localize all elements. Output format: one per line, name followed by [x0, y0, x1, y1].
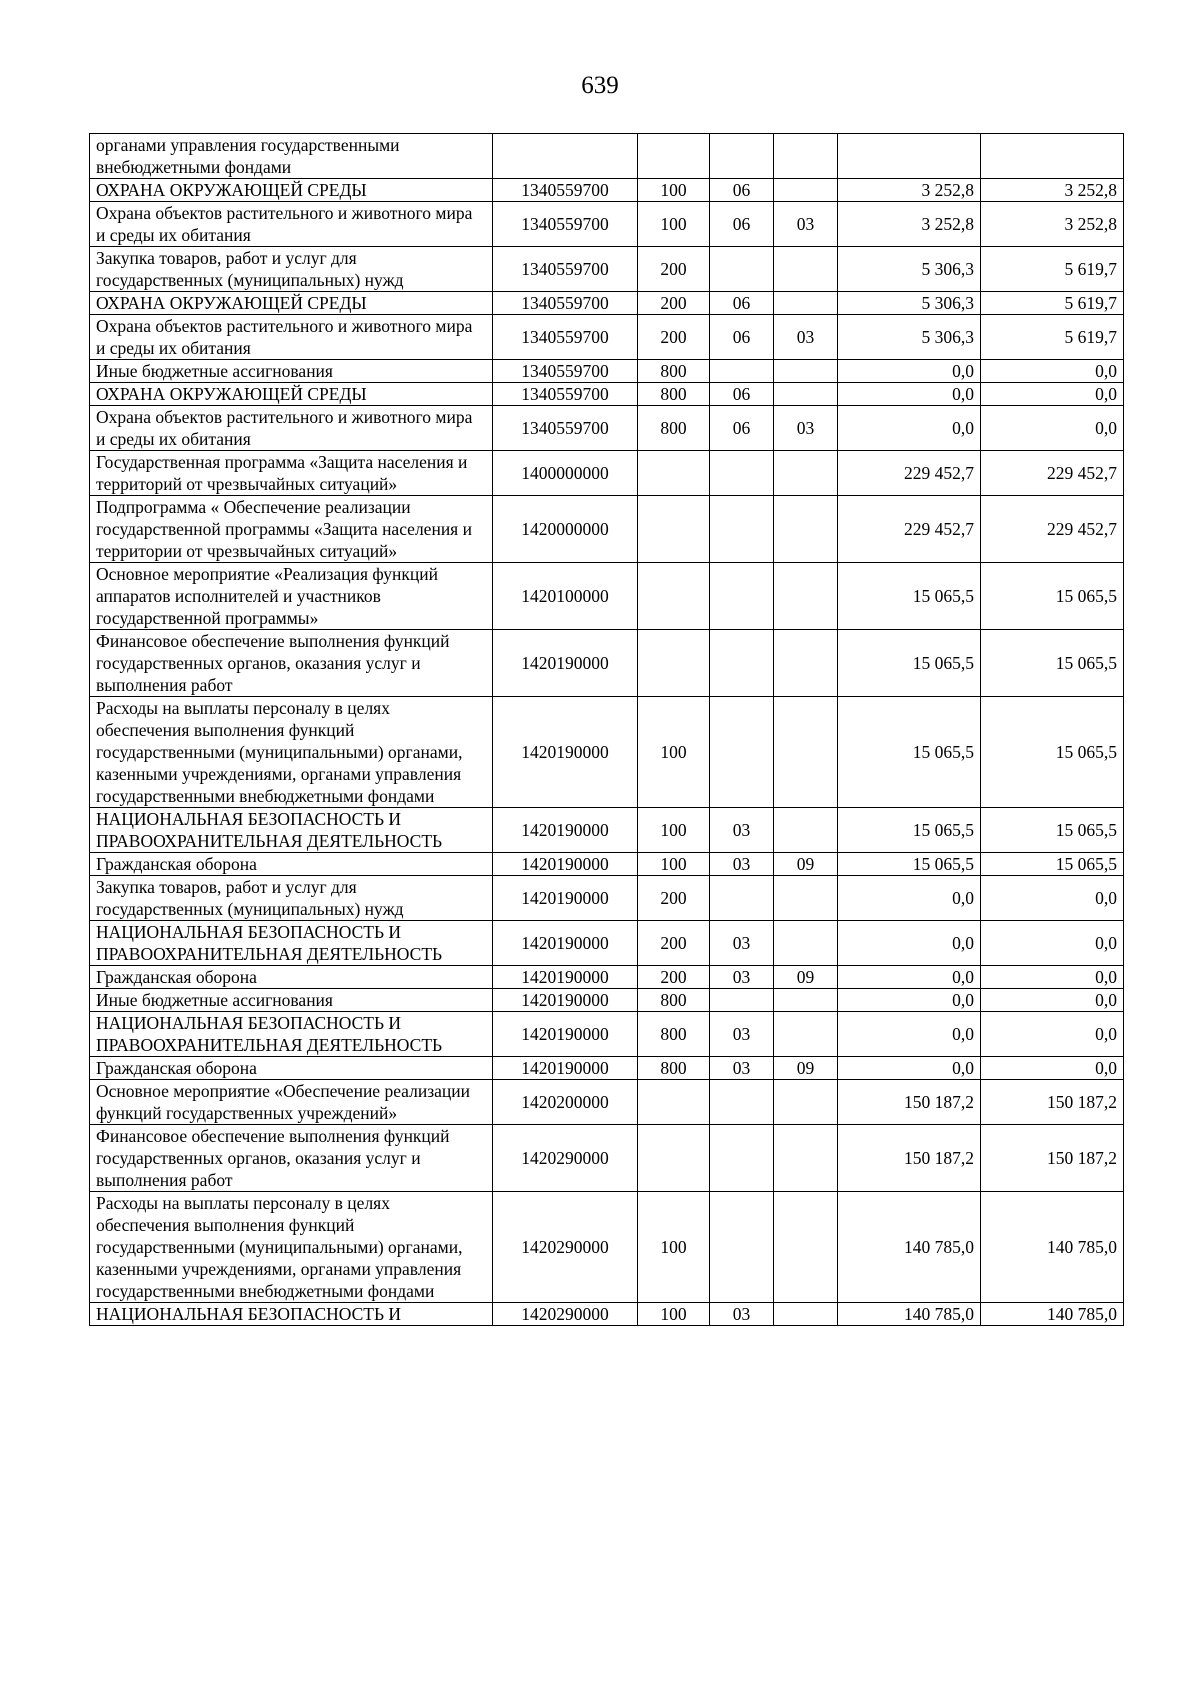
- table-row: [90, 496, 1124, 563]
- table-row: [90, 360, 1124, 383]
- row-subsection: [774, 496, 838, 563]
- row-section: 06: [710, 315, 774, 360]
- row-name: Основное мероприятие «Реализация функций аппаратов исполнителей и участников государственной программы»: [90, 563, 493, 630]
- row-section: 03: [710, 1057, 774, 1080]
- row-code: 1420190000: [493, 1012, 638, 1057]
- row-value-1: 140 785,0: [838, 1192, 981, 1303]
- row-code: 1420200000: [493, 1080, 638, 1125]
- row-name: Финансовое обеспечение выполнения функций государственных органов, оказания услуг и выполнения работ: [90, 1125, 493, 1192]
- row-code: 1420100000: [493, 563, 638, 630]
- row-subsection: 09: [774, 853, 838, 876]
- row-value-2: 140 785,0: [981, 1192, 1124, 1303]
- row-subsection: [774, 808, 838, 853]
- row-value-2: 150 187,2: [981, 1125, 1124, 1192]
- row-subsection: [774, 292, 838, 315]
- row-subsection: [774, 1192, 838, 1303]
- row-value-2: 15 065,5: [981, 853, 1124, 876]
- row-code: 1340559700: [493, 247, 638, 292]
- row-name: НАЦИОНАЛЬНАЯ БЕЗОПАСНОСТЬ И ПРАВООХРАНИТЕЛЬНАЯ ДЕЯТЕЛЬНОСТЬ: [90, 921, 493, 966]
- row-section: 03: [710, 921, 774, 966]
- row-section: [710, 496, 774, 563]
- row-expense-type: 100: [638, 202, 710, 247]
- row-value-1: 15 065,5: [838, 563, 981, 630]
- row-section: 03: [710, 966, 774, 989]
- page-number: 639: [581, 72, 619, 99]
- row-name: Закупка товаров, работ и услуг для государственных (муниципальных) нужд: [90, 876, 493, 921]
- row-value-1: 229 452,7: [838, 451, 981, 496]
- row-name: Расходы на выплаты персоналу в целях обеспечения выполнения функций государственными (муниципальными) органами, казенными учреждениями, органами управления государственными внебюджетными фондами: [90, 1192, 493, 1303]
- row-value-2: 3 252,8: [981, 179, 1124, 202]
- row-subsection: [774, 876, 838, 921]
- row-name: Иные бюджетные ассигнования: [90, 360, 493, 383]
- row-value-1: 0,0: [838, 876, 981, 921]
- row-subsection: [774, 383, 838, 406]
- row-expense-type: [638, 1125, 710, 1192]
- row-code: 1340559700: [493, 179, 638, 202]
- table-row: [90, 383, 1124, 406]
- budget-table: [89, 133, 1124, 1326]
- row-section: 03: [710, 1012, 774, 1057]
- row-name: НАЦИОНАЛЬНАЯ БЕЗОПАСНОСТЬ И: [90, 1303, 493, 1326]
- row-name: Подпрограмма « Обеспечение реализации государственной программы «Защита населения и территории от чрезвычайных ситуаций»: [90, 496, 493, 563]
- row-expense-type: 200: [638, 921, 710, 966]
- row-value-2: 3 252,8: [981, 202, 1124, 247]
- row-subsection: [774, 451, 838, 496]
- row-section: [710, 1125, 774, 1192]
- table-row: [90, 1080, 1124, 1125]
- row-value-2: 0,0: [981, 876, 1124, 921]
- row-expense-type: [638, 451, 710, 496]
- table-row: [90, 563, 1124, 630]
- row-expense-type: [638, 496, 710, 563]
- row-value-1: 0,0: [838, 966, 981, 989]
- row-value-1: 0,0: [838, 1057, 981, 1080]
- row-section: [710, 1080, 774, 1125]
- row-expense-type: 200: [638, 292, 710, 315]
- row-subsection: 03: [774, 406, 838, 451]
- table-row: [90, 921, 1124, 966]
- row-expense-type: 800: [638, 1057, 710, 1080]
- row-value-2: 15 065,5: [981, 630, 1124, 697]
- table-row: [90, 989, 1124, 1012]
- row-value-2: 229 452,7: [981, 451, 1124, 496]
- row-section: 06: [710, 406, 774, 451]
- row-code: 1420190000: [493, 1057, 638, 1080]
- row-value-2: 15 065,5: [981, 697, 1124, 808]
- table-row: [90, 697, 1124, 808]
- row-value-1: 15 065,5: [838, 630, 981, 697]
- row-subsection: 03: [774, 315, 838, 360]
- row-name: Государственная программа «Защита населения и территорий от чрезвычайных ситуаций»: [90, 451, 493, 496]
- row-name: ОХРАНА ОКРУЖАЮЩЕЙ СРЕДЫ: [90, 383, 493, 406]
- row-section: [710, 247, 774, 292]
- table-row: [90, 853, 1124, 876]
- row-value-1: 3 252,8: [838, 179, 981, 202]
- row-expense-type: 100: [638, 853, 710, 876]
- row-section: [710, 451, 774, 496]
- table-row: [90, 1125, 1124, 1192]
- row-value-2: 150 187,2: [981, 1080, 1124, 1125]
- row-section: [710, 360, 774, 383]
- row-value-2: 15 065,5: [981, 808, 1124, 853]
- row-section: [710, 1192, 774, 1303]
- row-subsection: 03: [774, 202, 838, 247]
- row-value-2: 5 619,7: [981, 315, 1124, 360]
- row-expense-type: [638, 1080, 710, 1125]
- row-section: [710, 697, 774, 808]
- row-value-1: 0,0: [838, 921, 981, 966]
- row-name: Иные бюджетные ассигнования: [90, 989, 493, 1012]
- row-name: Охрана объектов растительного и животного мира и среды их обитания: [90, 202, 493, 247]
- row-subsection: [774, 1080, 838, 1125]
- row-section: [710, 630, 774, 697]
- row-code: 1420290000: [493, 1192, 638, 1303]
- row-section: 03: [710, 853, 774, 876]
- row-value-1: 140 785,0: [838, 1303, 981, 1326]
- row-code: 1340559700: [493, 406, 638, 451]
- row-value-1: 5 306,3: [838, 247, 981, 292]
- row-code: 1420290000: [493, 1125, 638, 1192]
- row-expense-type: [638, 630, 710, 697]
- row-expense-type: 200: [638, 247, 710, 292]
- row-expense-type: 800: [638, 406, 710, 451]
- row-value-1: 0,0: [838, 360, 981, 383]
- row-value-2: 0,0: [981, 406, 1124, 451]
- row-value-1: 15 065,5: [838, 853, 981, 876]
- row-expense-type: 800: [638, 360, 710, 383]
- row-code: 1420190000: [493, 989, 638, 1012]
- row-name: НАЦИОНАЛЬНАЯ БЕЗОПАСНОСТЬ И ПРАВООХРАНИТЕЛЬНАЯ ДЕЯТЕЛЬНОСТЬ: [90, 808, 493, 853]
- row-value-1: 150 187,2: [838, 1080, 981, 1125]
- row-name: Закупка товаров, работ и услуг для государственных (муниципальных) нужд: [90, 247, 493, 292]
- row-section: 03: [710, 1303, 774, 1326]
- row-expense-type: 800: [638, 989, 710, 1012]
- row-code: 1340559700: [493, 292, 638, 315]
- row-code: 1420190000: [493, 853, 638, 876]
- row-value-2: 229 452,7: [981, 496, 1124, 563]
- row-value-1: 3 252,8: [838, 202, 981, 247]
- row-value-2: 15 065,5: [981, 563, 1124, 630]
- row-name: Основное мероприятие «Обеспечение реализации функций государственных учреждений»: [90, 1080, 493, 1125]
- row-code: 1420190000: [493, 697, 638, 808]
- table-row: [90, 292, 1124, 315]
- row-value-2: 0,0: [981, 360, 1124, 383]
- table-row: [90, 1192, 1124, 1303]
- row-code: 1420000000: [493, 496, 638, 563]
- row-value-1: 0,0: [838, 989, 981, 1012]
- row-expense-type: 100: [638, 1303, 710, 1326]
- row-subsection: [774, 360, 838, 383]
- table-row: [90, 406, 1124, 451]
- row-name: Гражданская оборона: [90, 853, 493, 876]
- row-code: 1340559700: [493, 383, 638, 406]
- row-subsection: [774, 697, 838, 808]
- row-section: 06: [710, 383, 774, 406]
- row-subsection: [774, 1012, 838, 1057]
- row-subsection: [774, 630, 838, 697]
- row-subsection: [774, 1303, 838, 1326]
- row-value-2: 5 619,7: [981, 292, 1124, 315]
- row-code: 1420190000: [493, 630, 638, 697]
- row-section: 06: [710, 202, 774, 247]
- row-expense-type: 800: [638, 1012, 710, 1057]
- table-row: [90, 630, 1124, 697]
- row-section: 06: [710, 179, 774, 202]
- row-value-1: 15 065,5: [838, 697, 981, 808]
- table-row: [90, 247, 1124, 292]
- row-subsection: [774, 563, 838, 630]
- table-row: [90, 1057, 1124, 1080]
- row-code: 1340559700: [493, 202, 638, 247]
- row-value-1: 15 065,5: [838, 808, 981, 853]
- row-name: органами управления государственными внебюджетными фондами: [90, 134, 493, 179]
- table-row: [90, 808, 1124, 853]
- row-code: 1420190000: [493, 876, 638, 921]
- row-code: 1340559700: [493, 315, 638, 360]
- row-name: ОХРАНА ОКРУЖАЮЩЕЙ СРЕДЫ: [90, 179, 493, 202]
- row-section: [710, 989, 774, 1012]
- row-subsection: 09: [774, 1057, 838, 1080]
- row-code: 1340559700: [493, 360, 638, 383]
- row-value-2: 140 785,0: [981, 1303, 1124, 1326]
- row-name: Гражданская оборона: [90, 966, 493, 989]
- row-value-2: 0,0: [981, 989, 1124, 1012]
- row-value-1: 150 187,2: [838, 1125, 981, 1192]
- row-value-1: 0,0: [838, 383, 981, 406]
- row-name: Охрана объектов растительного и животного мира и среды их обитания: [90, 406, 493, 451]
- row-section: 03: [710, 808, 774, 853]
- table-row: [90, 451, 1124, 496]
- row-code: [493, 134, 638, 179]
- row-subsection: [774, 134, 838, 179]
- row-expense-type: 200: [638, 876, 710, 921]
- table-row: [90, 1012, 1124, 1057]
- row-subsection: [774, 247, 838, 292]
- table-row: [90, 202, 1124, 247]
- row-code: 1420190000: [493, 966, 638, 989]
- table-row: [90, 315, 1124, 360]
- row-name: Финансовое обеспечение выполнения функций государственных органов, оказания услуг и выполнения работ: [90, 630, 493, 697]
- row-value-1: 5 306,3: [838, 292, 981, 315]
- row-subsection: [774, 989, 838, 1012]
- row-subsection: 09: [774, 966, 838, 989]
- row-name: Охрана объектов растительного и животного мира и среды их обитания: [90, 315, 493, 360]
- row-section: [710, 563, 774, 630]
- row-name: ОХРАНА ОКРУЖАЮЩЕЙ СРЕДЫ: [90, 292, 493, 315]
- row-expense-type: 100: [638, 697, 710, 808]
- table-row: [90, 966, 1124, 989]
- row-expense-type: 800: [638, 383, 710, 406]
- row-value-2: 0,0: [981, 1057, 1124, 1080]
- row-expense-type: [638, 134, 710, 179]
- table-row: [90, 1303, 1124, 1326]
- row-expense-type: 100: [638, 808, 710, 853]
- row-value-1: 0,0: [838, 406, 981, 451]
- row-value-1: 229 452,7: [838, 496, 981, 563]
- row-name: Расходы на выплаты персоналу в целях обеспечения выполнения функций государственными (муниципальными) органами, казенными учреждениями, органами управления государственными внебюджетными фондами: [90, 697, 493, 808]
- row-section: 06: [710, 292, 774, 315]
- row-value-2: 0,0: [981, 383, 1124, 406]
- row-value-2: 0,0: [981, 966, 1124, 989]
- table-row: [90, 179, 1124, 202]
- row-expense-type: [638, 563, 710, 630]
- row-subsection: [774, 921, 838, 966]
- row-code: 1420290000: [493, 1303, 638, 1326]
- row-value-1: [838, 134, 981, 179]
- row-expense-type: 100: [638, 179, 710, 202]
- row-expense-type: 200: [638, 315, 710, 360]
- row-name: НАЦИОНАЛЬНАЯ БЕЗОПАСНОСТЬ И ПРАВООХРАНИТЕЛЬНАЯ ДЕЯТЕЛЬНОСТЬ: [90, 1012, 493, 1057]
- table-body: [90, 134, 1124, 1326]
- row-name: Гражданская оборона: [90, 1057, 493, 1080]
- row-value-2: 0,0: [981, 1012, 1124, 1057]
- row-code: 1400000000: [493, 451, 638, 496]
- row-value-2: 0,0: [981, 921, 1124, 966]
- row-value-2: [981, 134, 1124, 179]
- row-subsection: [774, 1125, 838, 1192]
- row-section: [710, 134, 774, 179]
- row-value-1: 0,0: [838, 1012, 981, 1057]
- row-subsection: [774, 179, 838, 202]
- row-expense-type: 100: [638, 1192, 710, 1303]
- row-value-1: 5 306,3: [838, 315, 981, 360]
- table-row: [90, 876, 1124, 921]
- row-code: 1420190000: [493, 921, 638, 966]
- row-expense-type: 200: [638, 966, 710, 989]
- row-section: [710, 876, 774, 921]
- row-value-2: 5 619,7: [981, 247, 1124, 292]
- row-code: 1420190000: [493, 808, 638, 853]
- table-row: [90, 134, 1124, 179]
